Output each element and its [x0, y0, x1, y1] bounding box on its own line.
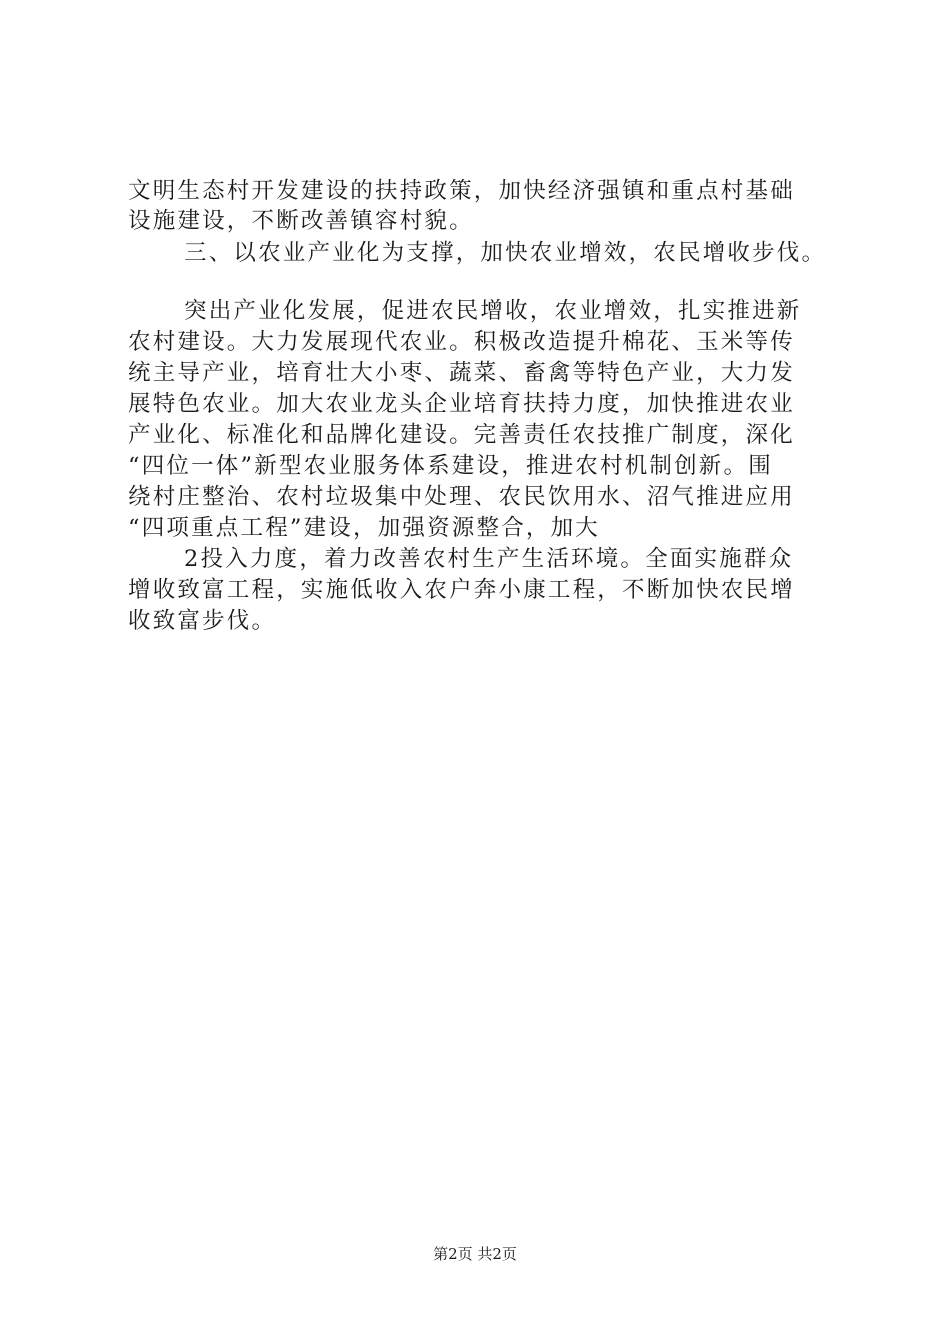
- text-line: 突出产业化发展，促进农民增收，农业增效，扎实推进新: [184, 298, 802, 324]
- text-line: 增收致富工程，实施低收入农户奔小康工程，不断加快农民增: [128, 577, 795, 603]
- section-heading: 三、以农业产业化为支撑，加快农业增效，农民增收步伐。: [184, 240, 827, 266]
- text-line: “四项重点工程”建设，加强资源整合，加大: [128, 515, 601, 541]
- page-footer: 第2页 共2页: [433, 1245, 517, 1263]
- text-line: 展特色农业。加大农业龙头企业培育扶持力度，加快推进农业: [128, 391, 795, 417]
- text-line: 统主导产业，培育壮大小枣、蔬菜、畜禽等特色产业，大力发: [128, 360, 795, 386]
- text-line: 收致富步伐。: [128, 608, 277, 634]
- text-line: 设施建设，不断改善镇容村貌。: [128, 208, 474, 234]
- text-line: 文明生态村开发建设的扶持政策，加快经济强镇和重点村基础: [128, 178, 795, 204]
- text-line: 绕村庄整治、农村垃圾集中处理、农民饮用水、沼气推进应用: [128, 484, 795, 510]
- text-line: 2投入力度，着力改善农村生产生活环境。全面实施群众: [184, 546, 794, 572]
- text-line: 产业化、标准化和品牌化建设。完善责任农技推广制度，深化: [128, 422, 795, 448]
- text-line: “四位一体”新型农业服务体系建设，推进农村机制创新。围: [128, 453, 773, 479]
- text-line: 农村建设。大力发展现代农业。积极改造提升棉花、玉米等传: [128, 329, 795, 355]
